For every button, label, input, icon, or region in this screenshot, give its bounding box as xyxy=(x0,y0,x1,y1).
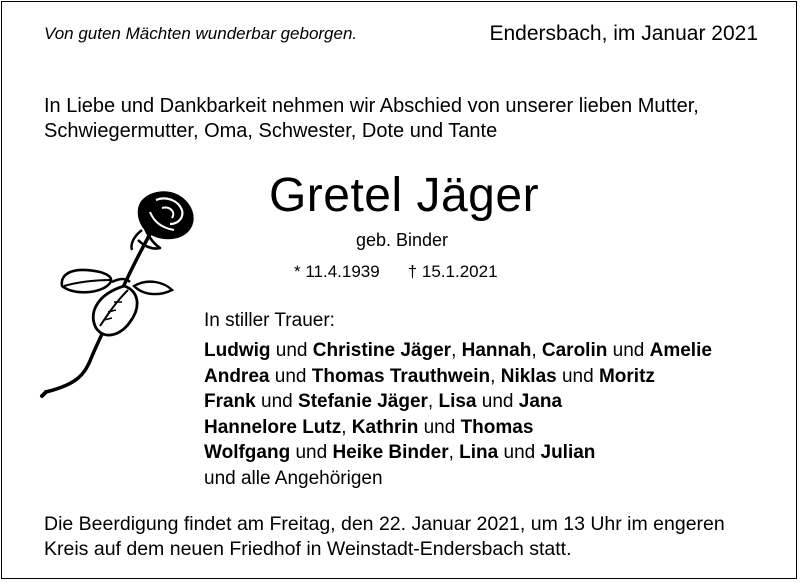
intro-line-2: Schwiegermutter, Oma, Schwester, Dote und Tante xyxy=(44,120,498,142)
mourner-connector: und alle Angehörigen xyxy=(204,467,383,489)
mourner-name: Andrea xyxy=(204,365,270,387)
mourner-connector: , xyxy=(490,365,501,387)
mourner-connector: , xyxy=(427,391,439,412)
mourner-name: Thomas xyxy=(460,416,534,438)
mourner-name: Lina xyxy=(459,442,499,463)
mourner-connector: und xyxy=(290,442,333,463)
mourner-line xyxy=(204,389,712,415)
mourner-line xyxy=(204,364,712,390)
birth-name: geb. Binder xyxy=(355,230,449,250)
mourner-connector: und xyxy=(418,416,461,438)
mourner-name: Amelie xyxy=(649,340,712,361)
deceased-name: Gretel Jäger xyxy=(268,169,540,222)
mourner-connector: und xyxy=(269,365,312,387)
mourner-name: Heike Binder xyxy=(332,442,449,463)
mourner-connector: und xyxy=(556,365,599,387)
mourner-name: Moritz xyxy=(598,365,655,387)
mourner-connector: , xyxy=(531,340,542,361)
mourner-name: Ludwig xyxy=(204,340,271,361)
mourner-name: Stefanie Jäger xyxy=(298,391,428,412)
mourner-name: Wolfgang xyxy=(204,442,291,463)
mourner-line xyxy=(204,440,712,466)
mourner-connector: und xyxy=(498,442,541,463)
birth-date: * 11.4.1939 xyxy=(294,262,380,281)
death-date: † 15.1.2021 xyxy=(407,262,498,281)
mourner-name: Niklas xyxy=(500,365,557,387)
mourner-name: Lisa xyxy=(438,391,477,412)
intro-line-1: In Liebe und Dankbarkeit nehmen wir Abschied von unserer lieben Mutter, xyxy=(44,95,699,117)
funeral-text xyxy=(44,512,725,562)
funeral-line-2: Kreis auf dem neuen Friedhof in Weinstadt-Endersbach statt. xyxy=(44,538,572,560)
intro-text xyxy=(44,94,699,144)
mourner-connector: , xyxy=(448,442,460,463)
mourner-name: Kathrin xyxy=(351,416,419,438)
mourner-connector: , xyxy=(341,416,352,438)
mourner-name: Hannah xyxy=(461,340,532,361)
mourner-name: Christine Jäger xyxy=(312,340,452,361)
mourner-connector: und xyxy=(255,391,299,412)
mourners-label: In stiller Trauer: xyxy=(204,310,335,331)
mourner-connector: und xyxy=(476,391,519,412)
mourner-name: Frank xyxy=(204,391,256,412)
mourner-name: Carolin xyxy=(541,340,608,361)
mourner-connector: und xyxy=(607,340,650,361)
mourner-line xyxy=(204,466,712,492)
mourners-list xyxy=(204,338,712,491)
place-date-text: Endersbach, im Januar 2021 xyxy=(489,22,758,45)
mourner-name: Julian xyxy=(540,442,596,463)
mourner-line xyxy=(204,338,712,364)
mourner-name: Jana xyxy=(518,391,563,412)
mourner-name: Thomas Trauthwein xyxy=(311,365,491,387)
life-dates xyxy=(294,262,498,282)
mourner-connector: , xyxy=(451,340,462,361)
mourner-line xyxy=(204,415,712,441)
funeral-line-1: Die Beerdigung findet am Freitag, den 22. Januar 2021, um 13 Uhr im engeren xyxy=(44,513,725,535)
mourner-name: Hannelore Lutz xyxy=(204,416,342,438)
motto-text: Von guten Mächten wunderbar geborgen. xyxy=(44,24,358,43)
mourner-connector: und xyxy=(270,340,313,361)
